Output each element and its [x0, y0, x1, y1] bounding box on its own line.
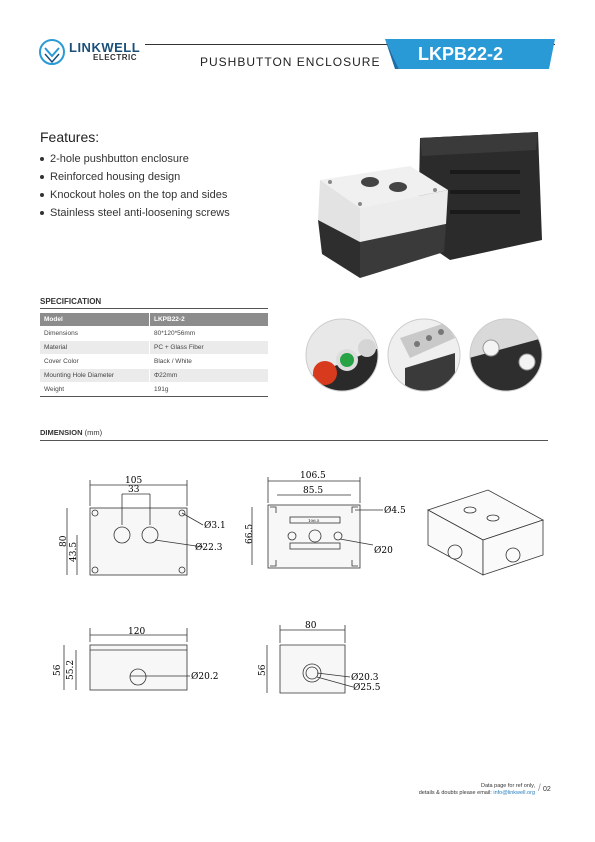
brand-sub: ELECTRIC [93, 53, 137, 62]
dim-front-pitch: 33 [128, 485, 140, 495]
dim-end-hole1: Ø20.3 [351, 673, 379, 683]
brand-name: LINKWELL [69, 40, 141, 55]
spec-key: Cover Color [40, 355, 150, 369]
table-row [40, 383, 268, 397]
dim-end-height: 56 [258, 664, 268, 676]
dimension-title-text: DIMENSION [40, 428, 83, 437]
dimension-rule [40, 440, 548, 441]
dim-front-height2: 43.5 [69, 541, 79, 562]
detail-photos [305, 318, 545, 398]
feature-item: Stainless steel anti-loosening screws [40, 204, 230, 222]
page-subtitle: PUSHBUTTON ENCLOSURE [200, 55, 381, 69]
dim-front-hole: Ø22.3 [195, 543, 223, 553]
back-view-drawing [240, 465, 420, 585]
product-photo [310, 130, 555, 280]
spec-value: 191g [150, 383, 269, 397]
dim-back-mount: Ø4.5 [384, 506, 406, 516]
dim-side-hole: Ø20.2 [191, 672, 219, 682]
end-view-drawing [255, 615, 395, 705]
dim-side-height2: 55.2 [66, 659, 76, 680]
table-row [40, 369, 268, 383]
isometric-drawing [418, 480, 553, 590]
spec-value: LKPB22-2 [150, 313, 269, 327]
features-list [40, 150, 230, 222]
detail-knockout-photo [469, 318, 543, 392]
detail-screws-photo [387, 318, 461, 392]
dim-side-width: 120 [128, 627, 146, 637]
footer-slash: / [538, 783, 541, 794]
dim-back-label: 106.5 [308, 518, 320, 523]
side-view-drawing [50, 620, 230, 710]
spec-key: Mounting Hole Diameter [40, 369, 150, 383]
detail-buttons-photo [305, 318, 379, 392]
page-number: 02 [543, 786, 551, 793]
spec-key: Dimensions [40, 327, 150, 341]
feature-item: 2-hole pushbutton enclosure [40, 150, 230, 168]
spec-bottom-rule [40, 396, 268, 397]
feature-item: Knockout holes on the top and sides [40, 186, 230, 204]
dim-back-width: 106.5 [300, 471, 326, 481]
spec-title: SPECIFICATION [40, 297, 102, 306]
table-row [40, 313, 268, 327]
spec-value: 80*120*56mm [150, 327, 269, 341]
dim-back-hole: Ø20 [374, 546, 393, 556]
dim-end-width: 80 [305, 621, 317, 631]
features-title: Features: [40, 129, 100, 145]
spec-value: Black / White [150, 355, 269, 369]
spec-rule [40, 308, 268, 309]
model-tab-label: LKPB22-2 [418, 44, 504, 64]
dim-back-height: 66.5 [245, 523, 255, 544]
front-view-drawing [55, 470, 235, 590]
table-row [40, 341, 268, 355]
spec-key: Weight [40, 383, 150, 397]
table-row [40, 327, 268, 341]
dim-front-height: 80 [59, 535, 69, 547]
dim-back-width2: 85.5 [303, 486, 324, 496]
table-row [40, 355, 268, 369]
dimension-unit: (mm) [84, 428, 103, 437]
email-link[interactable]: info@linkwell.org [493, 790, 535, 796]
spec-key: Model [40, 313, 150, 327]
footer-line2 [419, 790, 535, 797]
footer-note [419, 783, 535, 797]
footer-line1: Data page for ref only, [480, 783, 535, 789]
dimension-title [40, 428, 102, 437]
linkwell-logo-icon [38, 38, 66, 66]
spec-table [40, 313, 268, 397]
footer-text: details & doubts please email: [418, 790, 492, 796]
spec-value: Φ22mm [150, 369, 269, 383]
feature-item: Reinforced housing design [40, 168, 230, 186]
spec-key: Material [40, 341, 150, 355]
dim-side-height: 56 [53, 664, 63, 676]
spec-value: PC + Glass Fiber [150, 341, 269, 355]
dim-end-hole2: Ø25.5 [353, 683, 381, 693]
dim-front-width: 105 [125, 476, 143, 486]
dim-front-screw: Ø3.1 [204, 521, 226, 531]
